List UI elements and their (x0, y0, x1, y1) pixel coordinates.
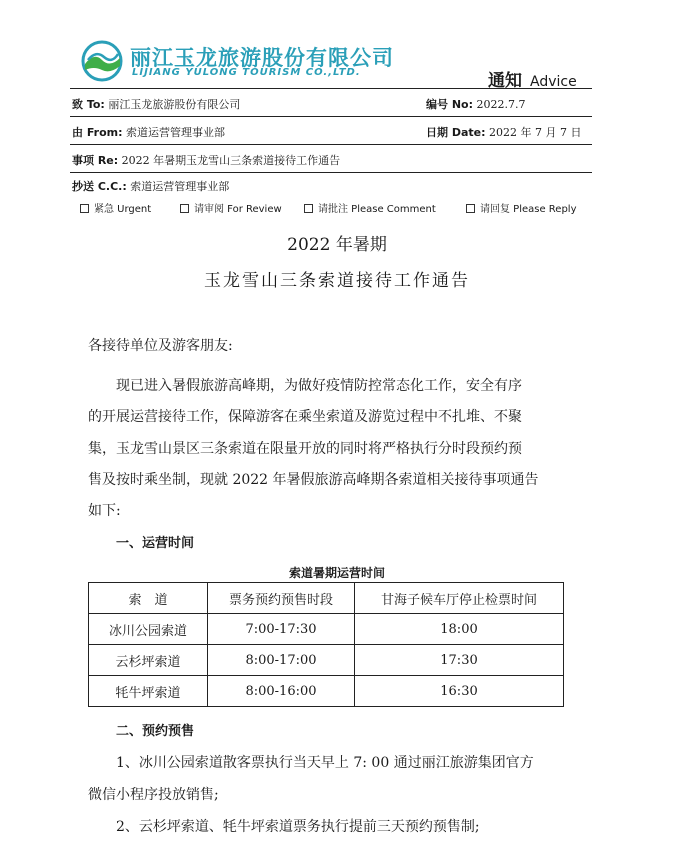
table-row (89, 676, 564, 707)
table-cell: 云杉坪索道 (89, 645, 208, 676)
checkbox-urgent[interactable]: 紧急 Urgent (80, 200, 151, 215)
checkbox-reply[interactable]: 请回复 Please Reply (466, 200, 577, 215)
section-heading-reservation: 二、预约预售 (116, 724, 195, 739)
intro-line: 的开展运营接待工作，保障游客在乘坐索道及游览过程中不扎堆、不聚 (88, 409, 522, 425)
table-cell: 17:30 (355, 645, 564, 676)
item-line: 微信小程序投放销售; (88, 787, 219, 803)
header-divider (70, 88, 592, 89)
document-title-line2: 玉龙雪山三条索道接待工作通告 (204, 271, 470, 291)
table-cell: 7:00-17:30 (208, 614, 355, 645)
checkbox-square-icon (180, 204, 189, 213)
header-cc: 抄送 C.C.: 索道运营管理事业部 (72, 180, 230, 193)
header-no: 编号 No: 2022.7.7 (426, 98, 526, 111)
header-from: 由 From: 索道运营管理事业部 (72, 126, 225, 139)
table-row (89, 645, 564, 676)
intro-line: 售及按时乘坐制，现就 2022 年暑假旅游高峰期各索道相关接待事项通告 (88, 472, 539, 488)
table-header-cell: 票务预约预售时段 (208, 583, 355, 614)
table-row (89, 614, 564, 645)
checkbox-square-icon (304, 204, 313, 213)
item-line: 1、冰川公园索道散客票执行当天早上 7: 00 通过丽江旅游集团官方 (116, 755, 534, 771)
table-header-row (89, 583, 564, 614)
table-caption: 索道暑期运营时间 (288, 566, 385, 580)
table-header-cell: 索 道 (89, 583, 208, 614)
company-logo (80, 40, 394, 82)
header-to: 致 To: 丽江玉龙旅游股份有限公司 (72, 98, 241, 111)
header-date: 日期 Date: 2022 年 7 月 7 日 (426, 126, 582, 139)
checkbox-square-icon (80, 204, 89, 213)
table-header-cell: 甘海子候车厅停止检票时间 (355, 583, 564, 614)
document-title-line1: 2022 年暑期 (287, 235, 387, 255)
intro-line: 集，玉龙雪山景区三条索道在限量开放的同时将严格执行分时段预约预 (88, 441, 522, 457)
header-re: 事项 Re: 2022 年暑期玉龙雪山三条索道接待工作通告 (72, 154, 341, 167)
header-divider (70, 172, 592, 173)
header-divider (70, 144, 592, 145)
intro-line: 现已进入暑假旅游高峰期，为做好疫情防控常态化工作，安全有序 (116, 378, 522, 394)
checkbox-comment[interactable]: 请批注 Please Comment (304, 200, 436, 215)
table-cell: 8:00-17:00 (208, 645, 355, 676)
header-divider (70, 116, 592, 117)
table-cell: 18:00 (355, 614, 564, 645)
section-heading-operating-hours: 一、运营时间 (116, 536, 195, 551)
table-cell: 8:00-16:00 (208, 676, 355, 707)
notice-label-en: Advice (530, 74, 577, 90)
intro-line: 如下: (88, 503, 121, 519)
company-logo-mark-icon (80, 40, 126, 82)
table-cell: 牦牛坪索道 (89, 676, 208, 707)
item-line: 2、云杉坪索道、牦牛坪索道票务执行提前三天预约预售制; (116, 819, 480, 835)
salutation: 各接待单位及游客朋友: (88, 338, 233, 354)
operating-hours-table (88, 582, 564, 707)
checkbox-square-icon (466, 204, 475, 213)
company-name-cn: 丽江玉龙旅游股份有限公司 (130, 46, 394, 70)
company-name-en: LIJIANG YULONG TOURISM CO.,LTD. (132, 67, 361, 78)
checkbox-review[interactable]: 请审阅 For Review (180, 200, 282, 215)
notice-label-cn: 通知 (488, 71, 522, 91)
table-cell: 冰川公园索道 (89, 614, 208, 645)
table-cell: 16:30 (355, 676, 564, 707)
